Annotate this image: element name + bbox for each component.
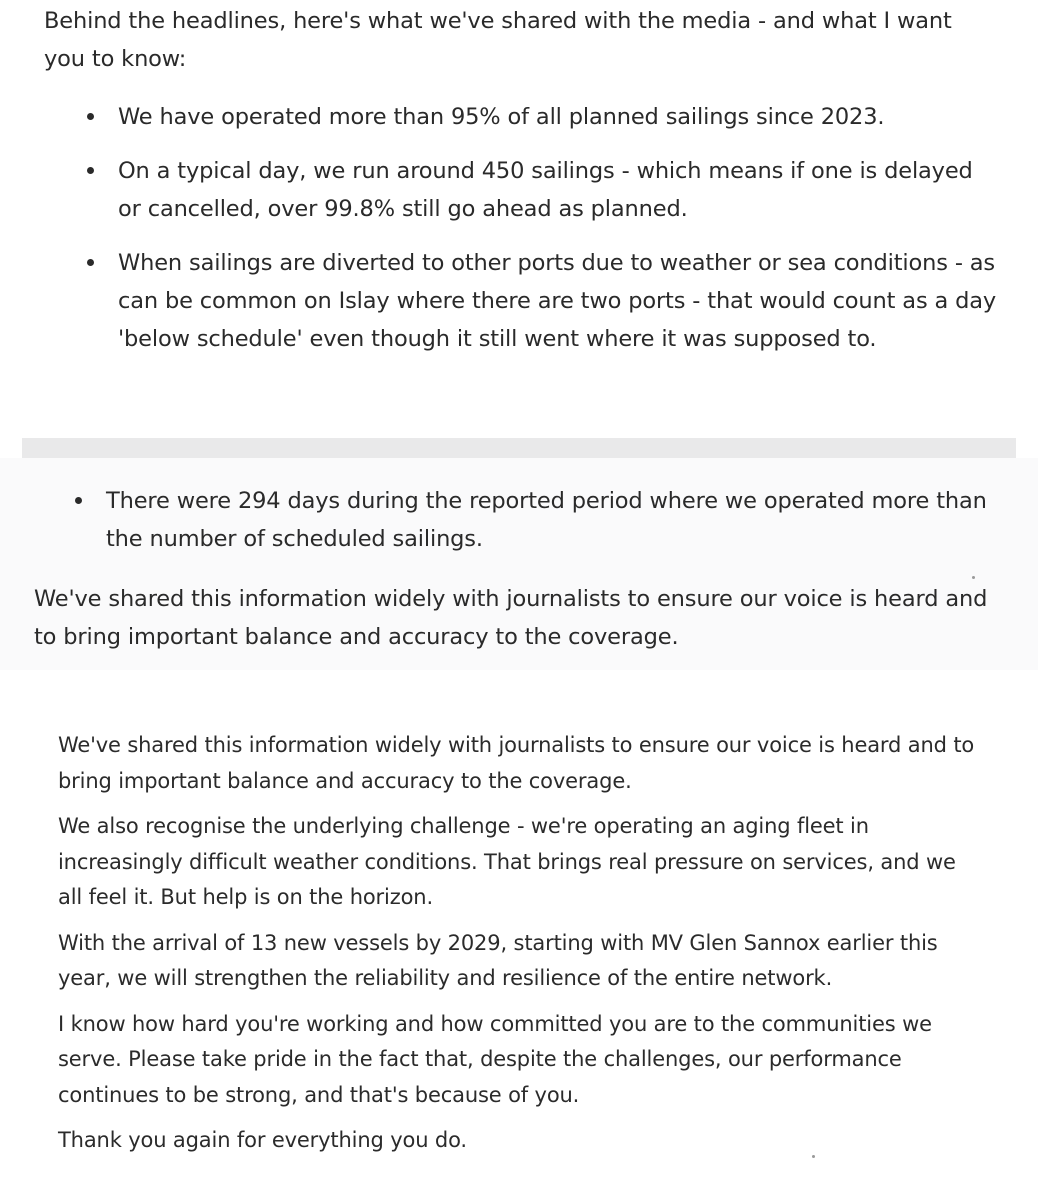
bullet-text: We have operated more than 95% of all planned sailings since 2023. — [118, 104, 885, 130]
bullet-item — [118, 244, 998, 358]
scan-speck — [812, 1155, 815, 1158]
bullet-list-2 — [106, 482, 1006, 558]
scan-speck — [972, 576, 975, 579]
closing-paragraph: We've shared this information widely with journalists to ensure our voice is heard and to bring important balance and accuracy to the coverage. — [34, 586, 988, 650]
bullet-list-1 — [118, 98, 998, 374]
bullet-item — [118, 152, 998, 228]
bullet-text: When sailings are diverted to other ports due to weather or sea conditions - as can be common on Islay where there are two ports - that would count as a day 'below schedule' even though it still went where it was supposed to. — [118, 250, 997, 352]
bullet-dot-icon — [75, 497, 82, 504]
bullet-item — [118, 98, 998, 136]
scan-section-3 — [0, 702, 1038, 1200]
letter-paragraph: We also recognise the underlying challenge - we're operating an aging fleet in increasingly difficult weather conditions. That brings real pressure on services, and we all feel it. But help is on the horizon. — [58, 814, 956, 909]
letter-paragraph: Thank you again for everything you do. — [58, 1128, 467, 1152]
letter-paragraph: I know how hard you're working and how committed you are to the communities we serve. Please take pride in the fact that, despite the challenges, our performance continues to be strong, and that's because of you. — [58, 1011, 932, 1107]
bullet-item — [106, 482, 1006, 558]
letter-paragraph: We've shared this information widely with journalists to ensure our voice is heard and to bring important balance and accuracy to the coverage. — [58, 733, 975, 793]
bullet-text: There were 294 days during the reported period where we operated more than the number of scheduled sailings. — [106, 488, 987, 552]
scan-section-2 — [0, 458, 1038, 670]
intro-paragraph: Behind the headlines, here's what we've shared with the media - and what I want you to know: — [44, 8, 952, 72]
scan-section-1 — [0, 0, 1038, 438]
bullet-text: On a typical day, we run around 450 sailings - which means if one is delayed or cancelled, over 99.8% still go ahead as planned. — [118, 158, 973, 222]
bullet-dot-icon — [87, 113, 94, 120]
letter-paragraph: With the arrival of 13 new vessels by 2029, starting with MV Glen Sannox earlier this year, we will strengthen the reliability and resilience of the entire network. — [58, 930, 938, 990]
letter-body — [58, 728, 978, 1169]
bullet-dot-icon — [87, 167, 94, 174]
bullet-dot-icon — [87, 259, 94, 266]
section-divider — [22, 438, 1016, 458]
